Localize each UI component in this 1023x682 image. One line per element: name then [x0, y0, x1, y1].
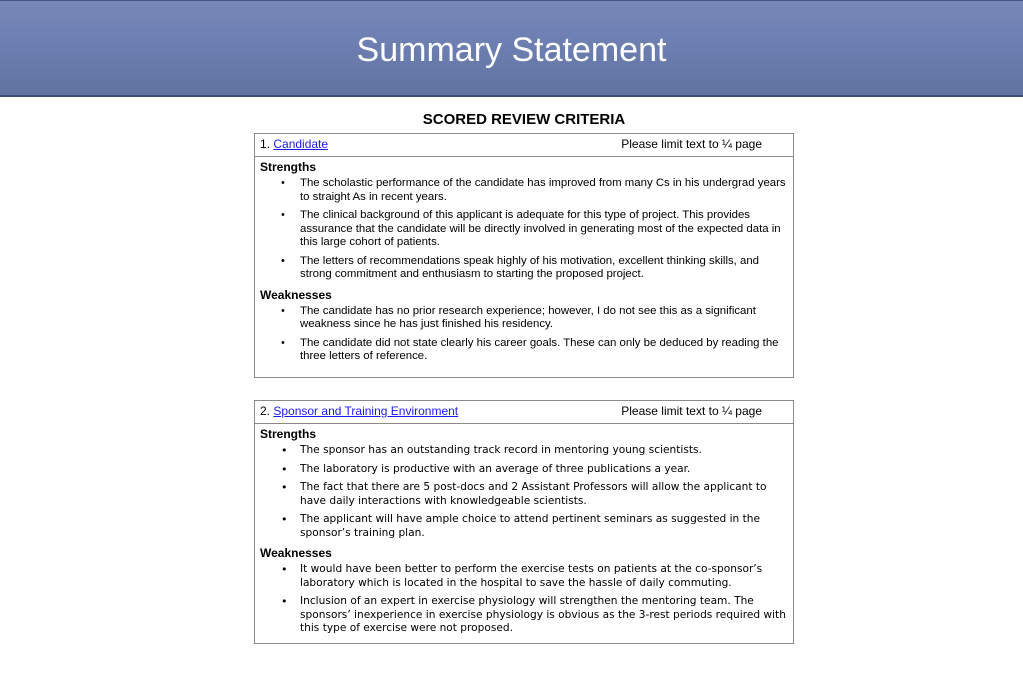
weaknesses-list	[255, 563, 793, 636]
candidate-section	[254, 133, 794, 378]
sponsor-section	[254, 400, 794, 644]
list-item: • The candidate did not state clearly his career goals. These can only be deduced by reading the three letters of reference.	[255, 337, 793, 364]
section-header	[255, 134, 793, 157]
strengths-label: Strengths	[260, 160, 317, 174]
slide-title: Summary Statement	[356, 31, 667, 69]
list-item: • The fact that there are 5 post-docs and 2 Assistant Professors will allow the applicant to have daily interactions with knowledgeable scientists.	[255, 481, 793, 508]
list-item: • The laboratory is productive with an average of three publications a year.	[255, 463, 793, 477]
sponsor-training-link[interactable]: Sponsor and Training Environment	[273, 404, 459, 418]
scored-review-criteria-heading: SCORED REVIEW CRITERIA	[422, 111, 626, 128]
weaknesses-list	[255, 305, 793, 364]
section-number-wrap	[260, 401, 458, 421]
section-number: 2.	[260, 404, 271, 418]
list-item: • Inclusion of an expert in exercise physiology will strengthen the mentoring team. The sponsors’ inexperience in exercise physiology is obvious as the 3-rest periods required with this type of exercise were not proposed.	[255, 595, 793, 636]
section-number-wrap	[260, 134, 328, 154]
weaknesses-label: Weaknesses	[260, 287, 332, 302]
list-item: • The clinical background of this applicant is adequate for this type of project. This provides assurance that the candidate will be directly involved in generating most of the expected data in this large cohort of patients.	[255, 209, 793, 250]
section-number: 1.	[260, 137, 271, 151]
list-item: • The applicant will have ample choice to attend pertinent seminars as suggested in the sponsor’s training plan.	[255, 513, 793, 540]
candidate-link[interactable]: Candidate	[273, 137, 329, 151]
page-limit-note: Please limit text to ¼ page	[621, 137, 762, 151]
title-banner	[0, 0, 1023, 97]
list-item: • The letters of recommendations speak highly of his motivation, excellent thinking skills, and strong commitment and enthusiasm to starting the proposed project.	[255, 255, 793, 282]
strengths-label: Strengths	[260, 427, 317, 441]
page-limit-note: Please limit text to ¼ page	[621, 404, 762, 418]
weaknesses-label: Weaknesses	[260, 546, 332, 560]
list-item: • The candidate has no prior research experience; however, I do not see this as a significant weakness since he has just finished his residency.	[255, 305, 793, 332]
list-item: • The scholastic performance of the candidate has improved from many Cs in his undergrad years to straight As in recent years.	[255, 177, 793, 204]
list-item: • The sponsor has an outstanding track record in mentoring young scientists.	[255, 444, 793, 458]
list-item: • It would have been better to perform the exercise tests on patients at the co-sponsor’s laboratory which is located in the hospital to save the hassle of daily commuting.	[255, 563, 793, 590]
strengths-list	[255, 177, 793, 282]
section-header	[255, 401, 793, 424]
strengths-list	[255, 444, 793, 540]
